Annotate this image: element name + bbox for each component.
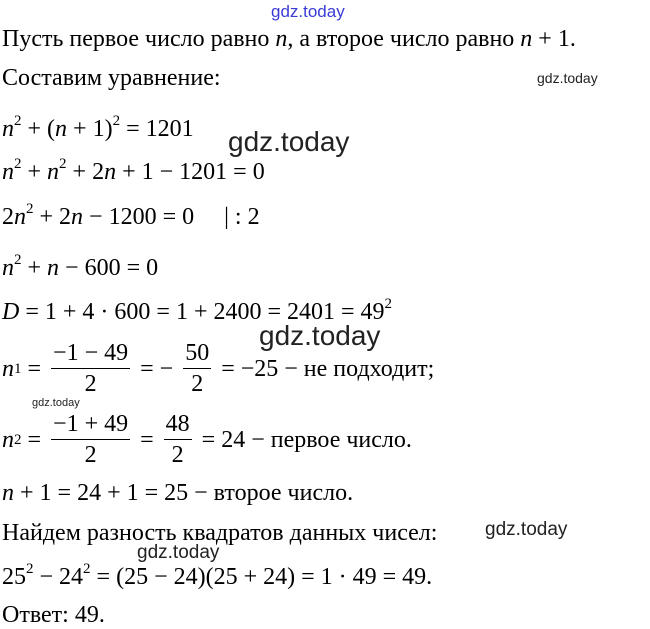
- watermark: gdz.today: [32, 397, 80, 409]
- watermark: gdz.today: [537, 70, 598, 86]
- text-line-1: Пусть первое число равно n, а второе число равно n + 1.: [2, 26, 576, 52]
- watermark: gdz.today: [228, 126, 350, 157]
- fraction: $\frac{-1 - 49}{2}$: [53, 340, 129, 397]
- fraction: $\frac{50}{2}$: [185, 340, 210, 397]
- equation-line-3: $n^2 + (n + 1)^2 = 1201$: [2, 113, 194, 142]
- equation-line-6: $n^2 + n - 600 = 0$: [2, 252, 159, 281]
- watermark: gdz.today: [485, 519, 568, 540]
- watermark-top: gdz.today: [271, 2, 345, 21]
- equation-line-5: $2n^2 + 2n - 1200 = 0$ | : 2: [2, 201, 260, 230]
- watermark: gdz.today: [137, 542, 220, 563]
- equation-line-8: n 1 = $\frac{-1 - 49}{2}$ = − $\frac{50}{2}$ = −25 − не подходит;: [2, 340, 435, 397]
- fraction: $\frac{-1 + 49}{2}$: [53, 411, 129, 468]
- answer-line: Ответ: 49.: [2, 602, 105, 628]
- watermark: gdz.today: [259, 320, 381, 351]
- text-line-11: Найдем разность квадратов данных чисел:: [2, 520, 438, 546]
- fraction: $\frac{48}{2}$: [165, 411, 190, 468]
- equation-line-4: $n^2 + n^2 + 2n + 1 - 1201 = 0$: [2, 156, 265, 185]
- text-line-2: Составим уравнение:: [2, 65, 221, 91]
- equation-line-12: $25^2 - 24^2 = (25 - 24)(25 + 24) = 1 \cdot 49 = 49$.: [2, 561, 433, 590]
- equation-line-7: $D = 1 + 4 \cdot 600 = 1 + 2400 = 2401 = 49^2$: [2, 296, 393, 325]
- text-line-10: n + 1 = 24 + 1 = 25 − второе число.: [2, 480, 354, 506]
- equation-line-9: n 2 = $\frac{-1 + 49}{2}$ = $\frac{48}{2}$ = 24 − первое число.: [2, 411, 412, 468]
